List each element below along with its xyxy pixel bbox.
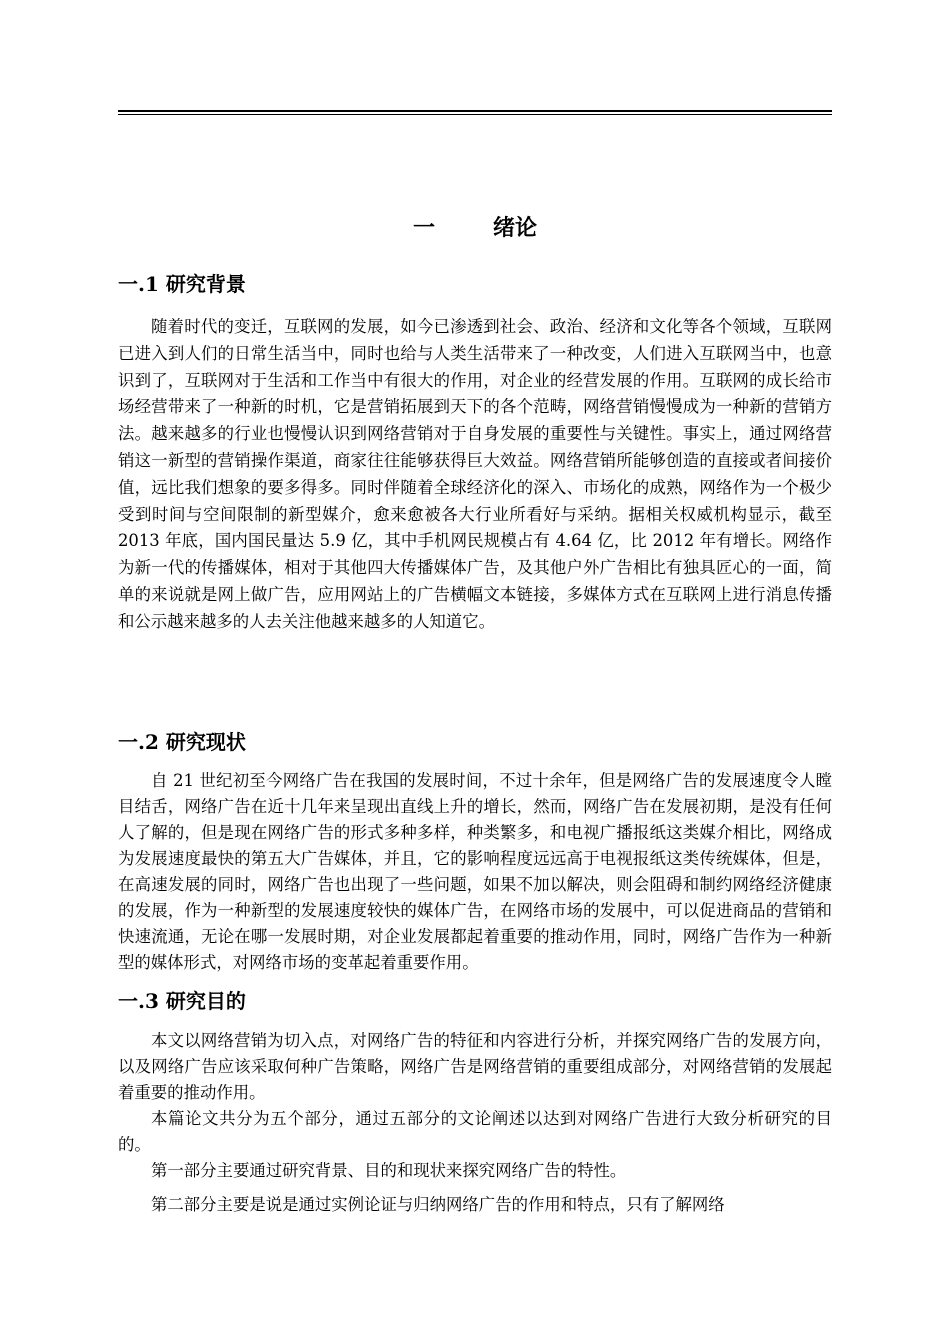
header-rule-thick	[118, 110, 832, 112]
paragraph-purpose-3: 第一部分主要通过研究背景、目的和现状来探究网络广告的特性。	[151, 1161, 627, 1180]
paragraph-background: 随着时代的变迁，互联网的发展，如今已渗透到社会、政治、经济和文化等各个领域，互联网已进入到人们的日常生活当中，同时也给与人类生活带来了一种改变，人们进入互联网当中，也意识到了，互联网对于生活和工作当中有很大的作用，对企业的经营发展的作用。互联网的成长给市场经营带来了一种新的时机，它是营销拓展到天下的各个范畴，网络营销慢慢成为一种新的营销方法。越来越多的行业也慢慢认识到网络营销对于自身发展的重要性与关键性。事实上，通过网络营销这一新型的营销操作渠道，商家往往能够获得巨大效益。网络营销所能够创造的直接或者间接价值，远比我们想象的要多得多。同时伴随着全球经济化的深入、市场化的成熟，网络作为一个极少受到时间与空间限制的新型媒介，愈来愈被各大行业所看好与采纳。据相关权威机构显示，截至 2013 年底，国内国民量达 5.9 亿，其中手机网民规模占有 4.64 亿，比 2012 年有增长。网络作为新一代的传播媒体，相对于其他四大传播媒体广告，及其他户外广告相比有独具匠心的一面，简单的来说就是网上做广告，应用网站上的广告横幅文本链接，多媒体方式在互联网上进行消息传播和公示越来越多的人去关注他越来越多的人知道它。	[118, 317, 832, 631]
chapter-number: 一	[412, 214, 435, 241]
section-heading-background: 一.1 研究背景	[118, 272, 246, 296]
paragraph-purpose-4: 第二部分主要是说是通过实例论证与归纳网络广告的作用和特点，只有了解网络	[151, 1195, 725, 1214]
section-heading-purpose: 一.3 研究目的	[118, 989, 246, 1013]
paragraph-purpose-1: 本文以网络营销为切入点，对网络广告的特征和内容进行分析，并探究网络广告的发展方向，以及网络广告应该采取何种广告策略，网络广告是网络营销的重要组成部分，对网络营销的发展起着重要的推动作用。	[118, 1031, 832, 1102]
paragraph-status: 自 21 世纪初至今网络广告在我国的发展时间，不过十余年，但是网络广告的发展速度令人瞠目结舌，网络广告在近十几年来呈现出直线上升的增长，然而，网络广告在发展初期，是没有任何人了解的，但是现在网络广告的形式多种多样，种类繁多，和电视广播报纸这类媒介相比，网络成为发展速度最快的第五大广告媒体，并且，它的影响程度远远高于电视报纸这类传统媒体，但是，在高速发展的同时，网络广告也出现了一些问题，如果不加以解决，则会阻碍和制约网络经济健康的发展，作为一种新型的发展速度较快的媒体广告，在网络市场的发展中，可以促进商品的营销和快速流通，无论在哪一发展时期，对企业发展都起着重要的推动作用，同时，网络广告作为一种新型的媒体形式，对网络市场的变革起着重要作用。	[118, 771, 832, 972]
chapter-title	[118, 211, 832, 242]
chapter-title-text: 绪论	[493, 214, 538, 241]
paragraph-purpose-2: 本篇论文共分为五个部分，通过五部分的文论阐述以达到对网络广告进行大致分析研究的目的。	[118, 1109, 832, 1154]
header-rule-thin	[118, 114, 832, 115]
section-heading-status: 一.2 研究现状	[118, 730, 246, 754]
